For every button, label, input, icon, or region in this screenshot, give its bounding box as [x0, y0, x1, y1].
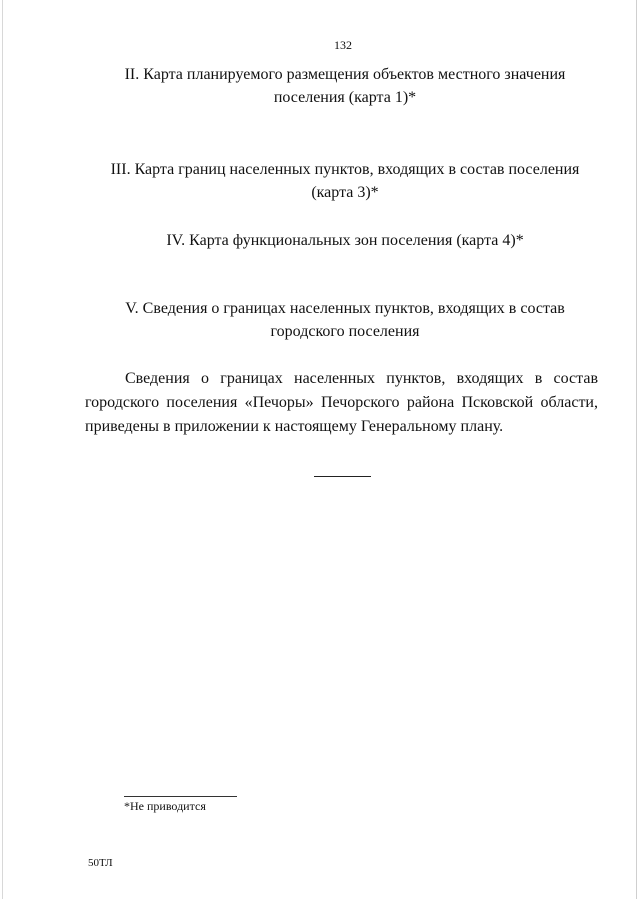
section-heading-ii [80, 63, 610, 109]
page-edge-right [636, 0, 637, 899]
page-number: 132 [334, 38, 352, 52]
section-divider [314, 476, 371, 477]
paragraph-line: городского поселения «Печоры» Печорского района Псковской области, [85, 394, 598, 411]
page-code: 50ТЛ [88, 857, 113, 869]
section-heading-v [80, 297, 610, 343]
section-heading-iv [80, 229, 610, 252]
page-edge-left [2, 0, 3, 899]
footnote: *Не приводится [124, 799, 206, 813]
section-heading-line: II. Карта планируемого размещения объектов местного значения [124, 66, 566, 83]
paragraph-line: Сведения о границах населенных пунктов, входящих в состав [125, 370, 598, 387]
section-heading-line: поселения (карта 1)* [273, 89, 417, 106]
footnote-rule [124, 796, 237, 797]
section-heading-line: (карта 3)* [311, 184, 379, 201]
section-heading-line: III. Карта границ населенных пунктов, входящих в состав поселения [110, 161, 580, 178]
section-heading-iii [80, 158, 610, 204]
body-paragraph [85, 367, 598, 439]
paragraph-line: приведены в приложении к настоящему Генеральному плану. [85, 418, 504, 435]
section-heading-line: IV. Карта функциональных зон поселения (карта 4)* [166, 232, 524, 249]
section-heading-line: городского поселения [270, 323, 420, 340]
section-heading-line: V. Сведения о границах населенных пунктов, входящих в состав [125, 300, 565, 317]
